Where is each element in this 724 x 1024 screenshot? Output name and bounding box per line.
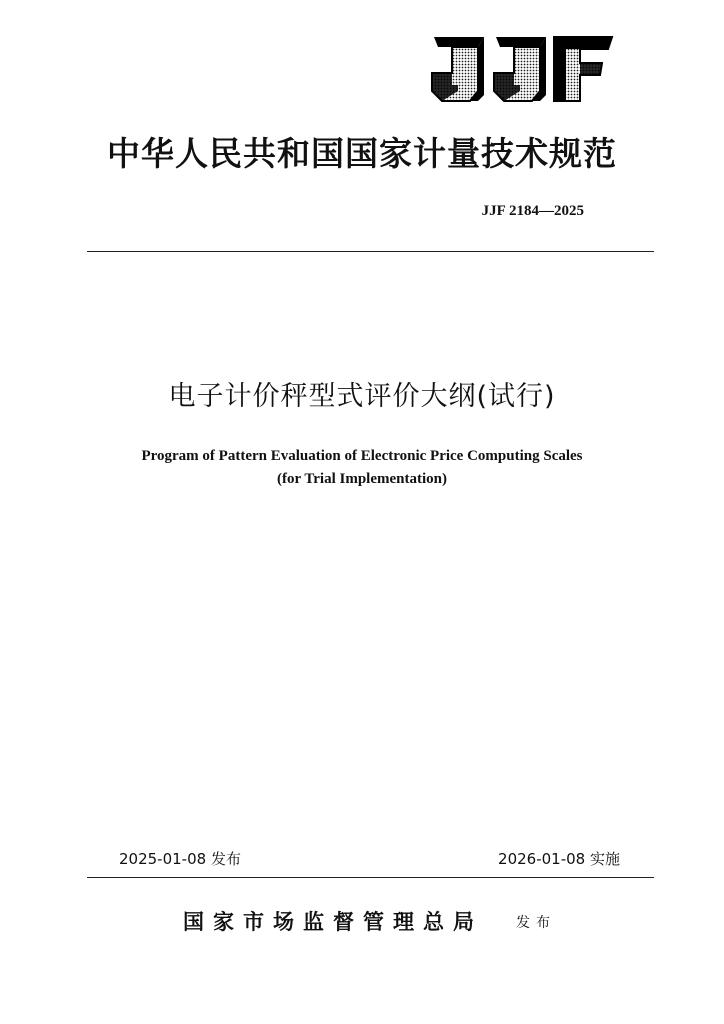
logo-letter-j-2 [494, 37, 546, 101]
chinese-title: 电子计价秤型式评价大纲(试行) [168, 381, 556, 412]
jjf-logo-icon [428, 33, 614, 105]
standard-number: JJF 2184—2025 [481, 203, 584, 219]
logo-letter-f [554, 37, 612, 101]
top-divider [87, 251, 654, 252]
english-subtitle: (for Trial Implementation) [277, 471, 447, 487]
publish-label: 发布 [516, 915, 556, 931]
org-title: 中华人民共和国国家计量技术规范 [107, 134, 617, 173]
implementation-date: 2026-01-08 实施 [498, 850, 620, 868]
logo-letter-j-1 [432, 37, 484, 101]
bottom-divider [87, 877, 654, 878]
issue-date: 2025-01-08 发布 [119, 850, 241, 868]
english-title: Program of Pattern Evaluation of Electronic Price Computing Scales [141, 448, 583, 464]
publisher-name: 国家市场监督管理总局 [183, 909, 483, 934]
